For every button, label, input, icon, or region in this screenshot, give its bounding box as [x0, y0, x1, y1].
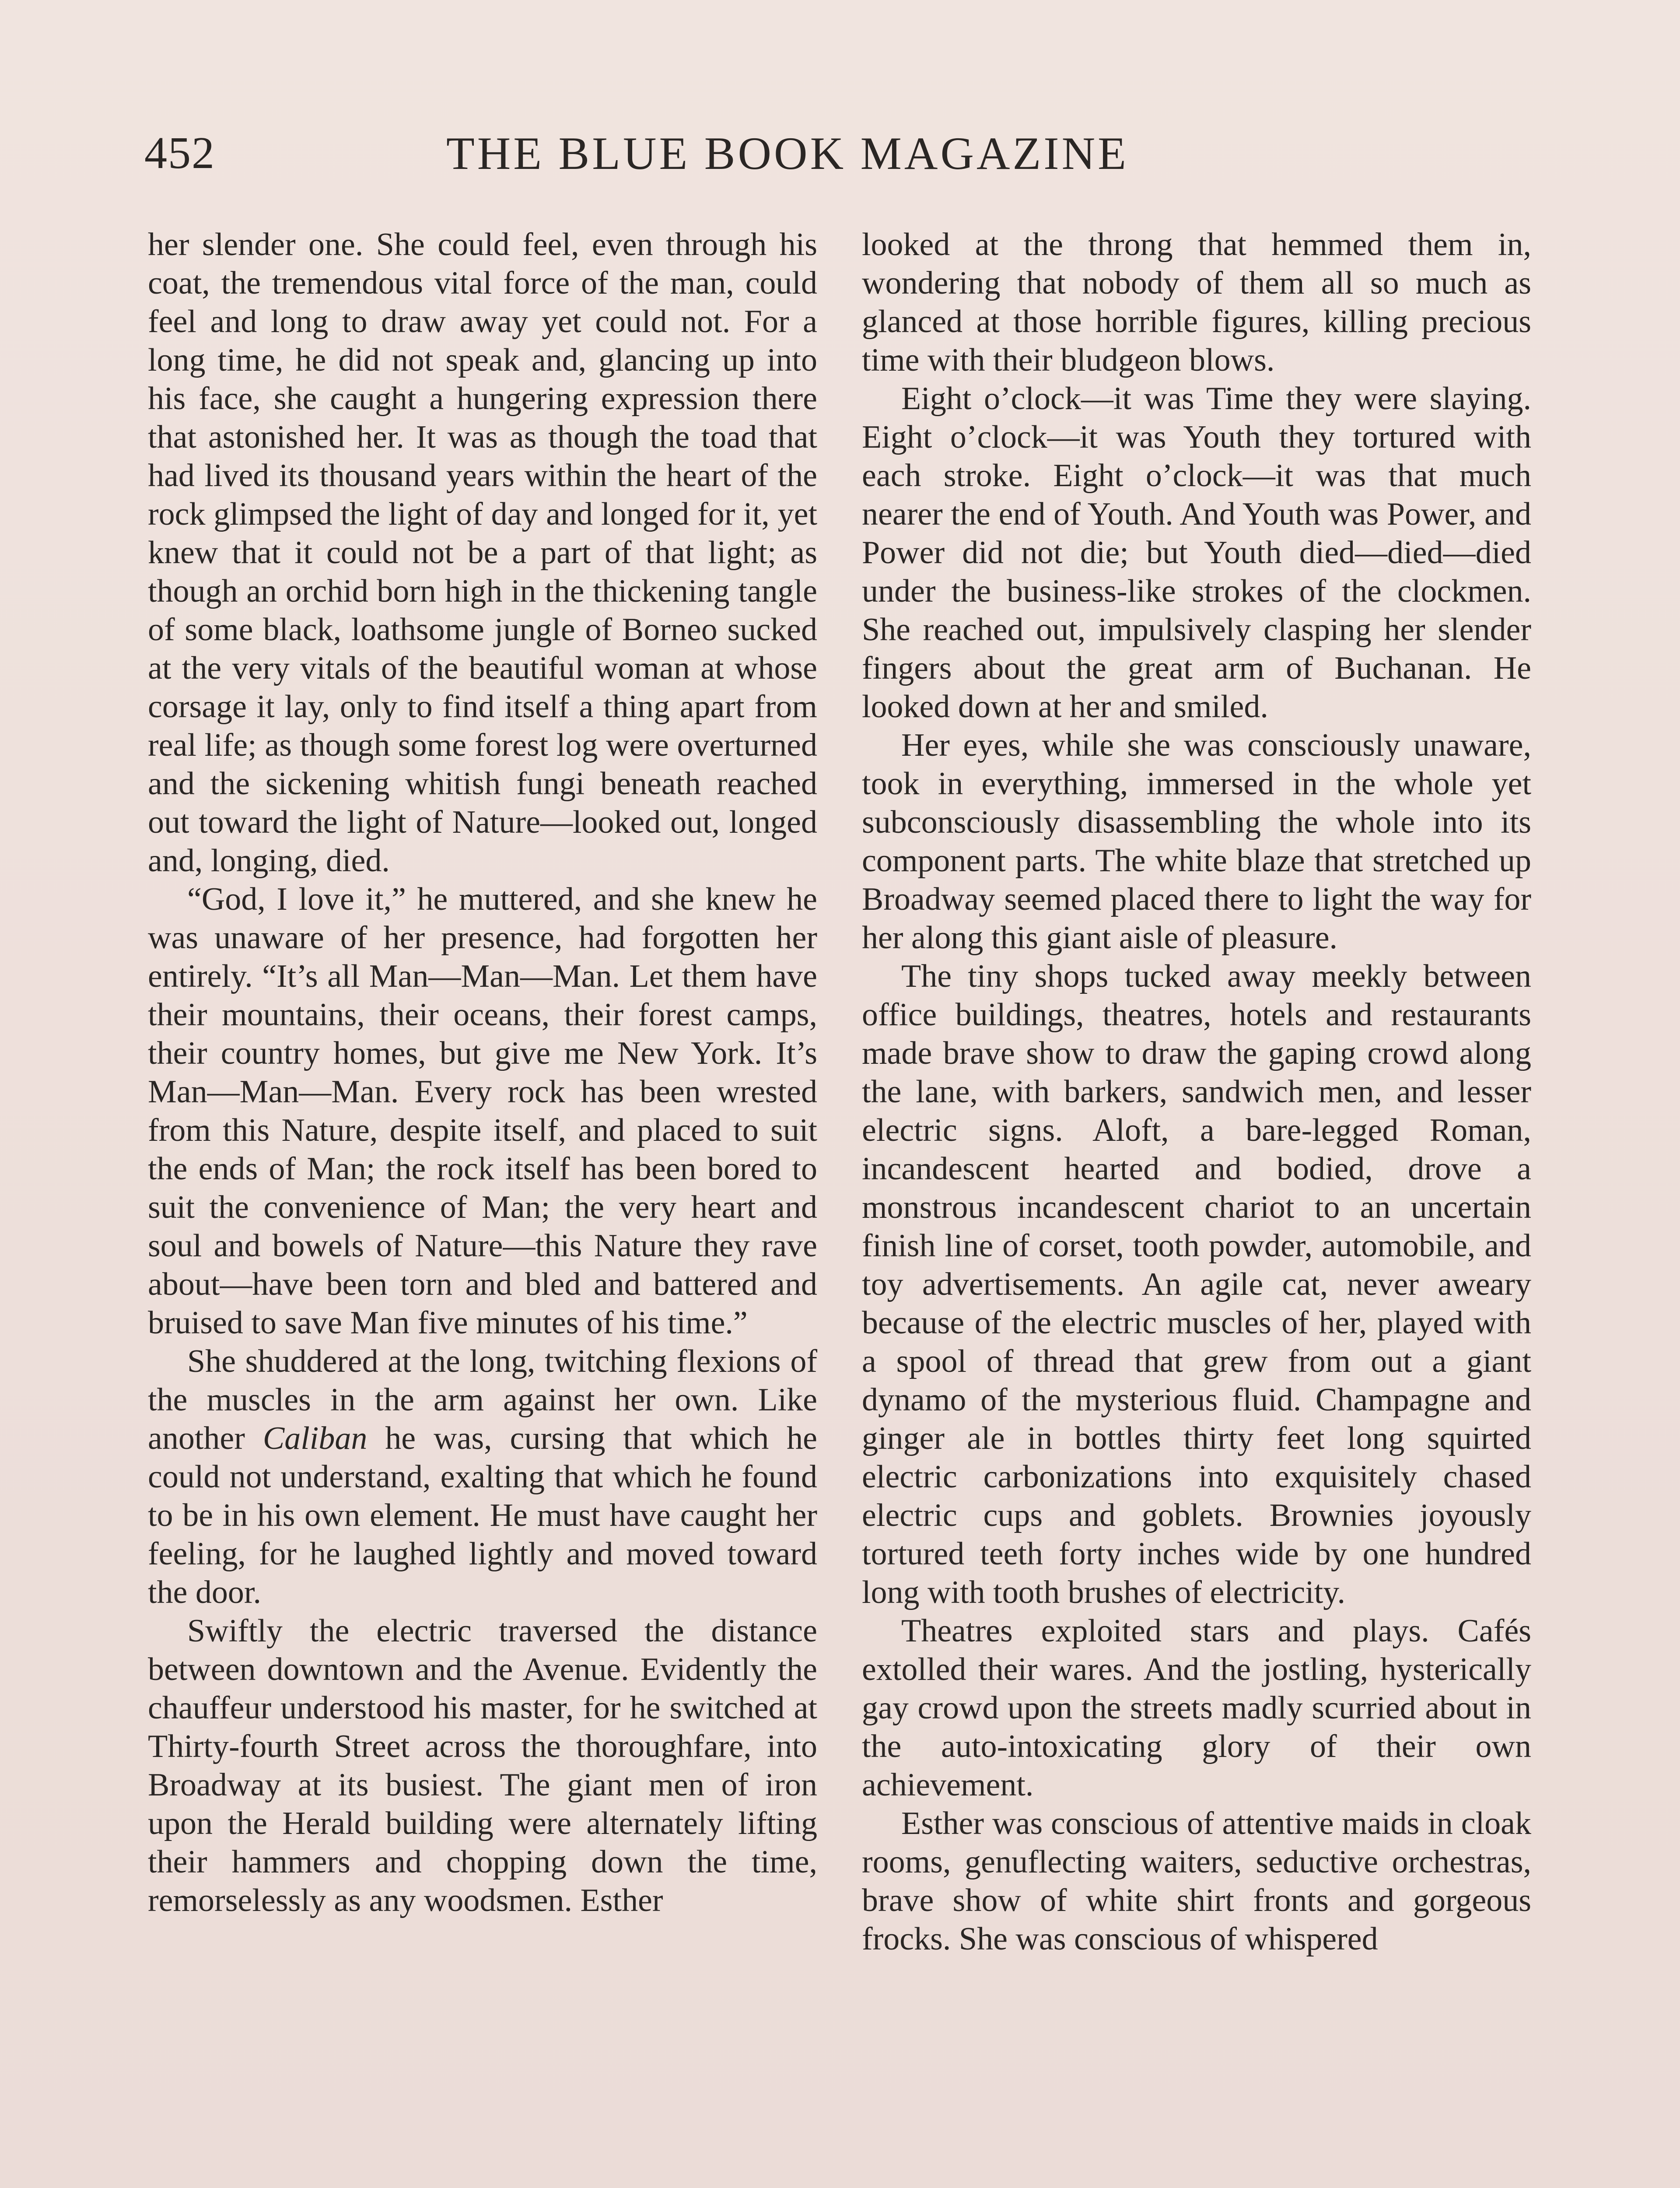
paragraph: Theatres exploited stars and plays. Cafés extolled their wares. And the jostling, hysterically gay crowd upon the streets madly scurried about in the auto-intoxicating glory of their own achievement.: [862, 1613, 1531, 1803]
left-column: [148, 225, 817, 1920]
italic-word: Caliban: [262, 1420, 368, 1456]
running-head: THE BLUE BOOK MAGAZINE: [446, 128, 1129, 179]
page-number: 452: [144, 128, 215, 178]
paragraph-text: She shuddered at the long, twitching flexions of the muscles in the arm against her own. Like another: [148, 1343, 817, 1456]
paragraph: looked at the throng that hemmed them in, wondering that nobody of them all so much as glanced at those horrible figures, killing precious time with their bludgeon blows.: [862, 227, 1531, 378]
paragraph: “God, I love it,” he muttered, and she knew he was unaware of her presence, had forgotten her entirely. “It’s all Man—Man—Man. Let them have their mountains, their oceans, their forest camps, their country homes, but give me New York. It’s Man—Man—Man. Every rock has been wrested from this Nature, despite itself, and placed to suit the ends of Man; the rock itself has been bored to suit the convenience of Man; the very heart and soul and bowels of Nature—this Nature they rave about—have been torn and bled and battered and bruised to save Man five minutes of his time.”: [148, 881, 817, 1341]
right-column: [862, 225, 1531, 1958]
paragraph: Eight o’clock—it was Time they were slaying. Eight o’clock—it was Youth they tortured with each stroke. Eight o’clock—it was that much nearer the end of Youth. And Youth was Power, and Power did not die; but Youth died—died—died under the business-like strokes of the clockmen. She reached out, impulsively clasping her slender fingers about the great arm of Buchanan. He looked down at her and smiled.: [862, 381, 1531, 725]
paragraph: Esther was conscious of attentive maids in cloak rooms, genuflecting waiters, seductive orchestras, brave show of white shirt fronts and gorgeous frocks. She was conscious of whispered: [862, 1806, 1531, 1957]
paragraph: [148, 1342, 817, 1612]
paragraph: Her eyes, while she was consciously unaware, took in everything, immersed in the whole yet subconsciously disassembling the whole into its component parts. The white blaze that stretched up Broadway seemed placed there to light the way for her along this giant aisle of pleasure.: [862, 727, 1531, 956]
paragraph: her slender one. She could feel, even through his coat, the tremendous vital force of the man, could feel and long to draw away yet could not. For a long time, he did not speak and, glancing up into his face, she caught a hungering expression there that astonished her. It was as though the toad that had lived its thousand years within the heart of the rock glimpsed the light of day and longed for it, yet knew that it could not be a part of that light; as though an orchid born high in the thickening tangle of some black, loathsome jungle of Borneo sucked at the very vitals of the beautiful woman at whose corsage it lay, only to find itself a thing apart from real life; as though some forest log were overturned and the sickening whitish fungi beneath reached out toward the light of Nature—looked out, longed and, longing, died.: [148, 227, 817, 879]
paragraph: The tiny shops tucked away meekly between office buildings, theatres, hotels and restaurants made brave show to draw the gaping crowd along the lane, with barkers, sandwich men, and lesser electric signs. Aloft, a bare-legged Roman, incandescent hearted and bodied, drove a monstrous incandescent chariot to an uncertain finish line of corset, tooth powder, automobile, and toy advertisements. An agile cat, never aweary because of the electric muscles of her, played with a spool of thread that grew from out a giant dynamo of the mysterious fluid. Champagne and ginger ale in bottles thirty feet long squirted electric carbonizations into exquisitely chased electric cups and goblets. Brownies joyously tortured teeth forty inches wide by one hundred long with tooth brushes of electricity.: [862, 958, 1531, 1610]
paragraph: Swiftly the electric traversed the distance between downtown and the Avenue. Evidently the chauffeur understood his master, for he switched at Thirty-fourth Street across the thoroughfare, into Broadway at its busiest. The giant men of iron upon the Herald building were alternately lifting their hammers and chopping down the time, remorselessly as any woodsmen. Esther: [148, 1613, 817, 1918]
paragraph-text: he was, cursing that which he could not understand, exalting that which he found to be in his own element. He must have caught her feeling, for he laughed lightly and moved toward the door.: [148, 1420, 817, 1610]
page-header: [144, 127, 1536, 188]
